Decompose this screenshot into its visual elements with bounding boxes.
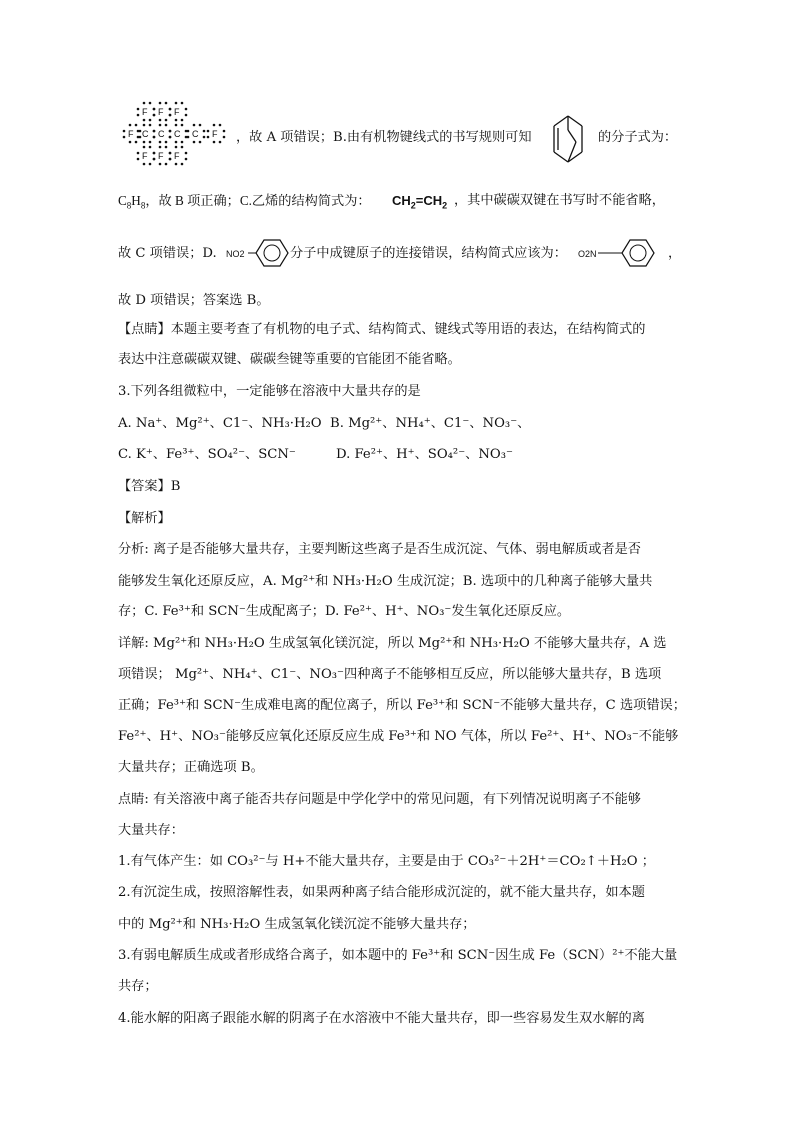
- electron-dot: [159, 119, 162, 122]
- ethylene-formula: $CH_2=CH_2$: [392, 193, 448, 211]
- electron-dot: [143, 102, 146, 105]
- analysis-label: 【解析】: [118, 511, 171, 526]
- electron-dot: [137, 136, 140, 139]
- electron-dot: [165, 124, 168, 127]
- electron-dot: [219, 124, 222, 127]
- text-line-16: 项错误； Mg²⁺、NH₄⁺、C1⁻、NO₃⁻四种离子不能够相互反应，所以能够大量共存，B 选项: [118, 667, 662, 682]
- electron-dot: [199, 141, 202, 144]
- electron-dot: [135, 141, 138, 144]
- fluorine-atom-label: F: [158, 107, 164, 117]
- text-line-13: 能够发生氧化还原反应，A. Mg²⁺和 NH₃·H₂O 生成沉淀；B. 选项中的几种离子能够大量共: [118, 574, 653, 589]
- fluorine-atom-label: F: [142, 107, 148, 117]
- electron-dot: [153, 114, 156, 117]
- electron-dot: [149, 119, 152, 122]
- electron-dot: [185, 152, 188, 155]
- electron-dot: [169, 158, 172, 161]
- carbon-atom-label: C: [174, 129, 181, 139]
- electron-dot: [159, 163, 162, 166]
- electron-dot: [169, 152, 172, 155]
- electron-dot: [181, 146, 184, 149]
- text-line-1b: 的分子式为：: [598, 130, 678, 145]
- text-line-2a-rest: ，故 B 项正确；C.乙烯的结构简式为：: [145, 193, 371, 208]
- wrong-group-label: NO2: [226, 249, 245, 259]
- text-line-3a: 故 C 项错误；D.: [118, 246, 217, 261]
- electron-dot-formula-figure: [120, 100, 230, 168]
- nitrobenzene-wrong-structure-figure: [226, 236, 292, 270]
- electron-dot: [181, 102, 184, 105]
- electron-dot: [143, 163, 146, 166]
- electron-dot: [149, 163, 152, 166]
- electron-dot: [181, 163, 184, 166]
- electron-dot: [187, 136, 190, 139]
- electron-dot: [193, 141, 196, 144]
- electron-dot: [153, 130, 156, 133]
- electron-dot: [223, 130, 226, 133]
- electron-dot: [137, 152, 140, 155]
- electron-dot: [149, 141, 152, 144]
- electron-dot: [219, 141, 222, 144]
- electron-dot: [159, 102, 162, 105]
- electron-dot: [165, 163, 168, 166]
- electron-dot: [193, 124, 196, 127]
- electron-dot: [153, 152, 156, 155]
- electron-dot: [203, 136, 206, 139]
- electron-dot: [175, 119, 178, 122]
- electron-dot: [169, 130, 172, 133]
- text-line-27: 4.能水解的阳离子跟能水解的阴离子在水溶液中不能大量共存，即一些容易发生双水解的离: [118, 1011, 645, 1026]
- carbon-atom-label: C: [142, 129, 149, 139]
- carbon-atom-label: C: [158, 129, 165, 139]
- electron-dot: [137, 130, 140, 133]
- electron-dot: [137, 158, 140, 161]
- electron-dot: [165, 119, 168, 122]
- electron-dot: [137, 108, 140, 111]
- electron-dot: [153, 158, 156, 161]
- electron-dot: [207, 130, 210, 133]
- electron-dot: [143, 141, 146, 144]
- fluorine-atom-label: F: [212, 129, 218, 139]
- right-group-label: O2N: [578, 249, 597, 259]
- text-line-2b: ，其中碳碳双键在书写时不能省略，: [454, 193, 665, 208]
- nitrobenzene-correct-structure-figure: [578, 236, 664, 270]
- electron-dot: [223, 136, 226, 139]
- electron-dot: [153, 136, 156, 139]
- electron-dot: [165, 141, 168, 144]
- text-line-23: 2.有沉淀生成，按照溶解性表，如果两种离子结合能形成沉淀的，就不能大量共存，如本题: [118, 885, 645, 900]
- electron-dot: [175, 146, 178, 149]
- electron-dot: [175, 102, 178, 105]
- electron-dot: [185, 108, 188, 111]
- electron-dot: [213, 141, 216, 144]
- text-line-4: 故 D 项错误；答案选 B。: [118, 293, 270, 308]
- text-line-15: 详解: Mg²⁺和 NH₃·H₂O 生成氢氧化镁沉淀，所以 Mg²⁺和 NH₃·H₂O 不能够大量共存，A 选: [118, 636, 667, 651]
- option-a: A. Na⁺、Mg²⁺、C1⁻、NH₃·H₂O: [118, 416, 322, 431]
- electron-dot: [159, 124, 162, 127]
- electron-dot: [207, 136, 210, 139]
- electron-dot: [143, 146, 146, 149]
- fluorine-atom-label: F: [174, 107, 180, 117]
- text-line-12: 分析: 离子是否能够大量共存，主要判断这些离子是否生成沉淀、气体、弱电解质或者是否: [118, 542, 641, 557]
- text-line-14: 存；C. Fe³⁺和 SCN⁻生成配离子；D. Fe²⁺、H⁺、NO₃⁻发生氧化还原反应。: [118, 604, 571, 619]
- electron-dot: [129, 141, 132, 144]
- option-c: C. K⁺、Fe³⁺、SO₄²⁻、SCN⁻: [118, 447, 296, 462]
- electron-dot: [123, 130, 126, 133]
- electron-dot: [137, 114, 140, 117]
- electron-dot: [153, 108, 156, 111]
- electron-dot: [203, 130, 206, 133]
- carbon-atom-label: C: [192, 129, 199, 139]
- text-line-20: 点睛: 有关溶液中离子能否共存问题是中学化学中的常见问题，有下列情况说明离子不能够: [118, 792, 641, 807]
- electron-dot: [187, 130, 190, 133]
- electron-dot: [143, 119, 146, 122]
- electron-dot: [135, 124, 138, 127]
- text-line-22: 1.有气体产生：如 CO₃²⁻与 H+不能大量共存，主要是由于 CO₃²⁻＋2H⁺＝CO₂↑＋H₂O ；: [118, 854, 655, 869]
- text-line-25: 3.有弱电解质生成或者形成络合离子，如本题中的 Fe³⁺和 SCN⁻因生成 Fe（SCN）²⁺不能大量: [118, 948, 678, 963]
- option-b: B. Mg²⁺、NH₄⁺、C1⁻、NO₃⁻、: [330, 416, 531, 431]
- fluorine-atom-label: F: [142, 151, 148, 161]
- electron-dot: [181, 119, 184, 122]
- text-line-18: Fe²⁺、H⁺、NO₃⁻能够反应氧化还原反应生成 Fe³⁺和 NO 气体，所以 Fe²⁺、H⁺、NO₃⁻不能够: [118, 729, 679, 744]
- electron-dot: [185, 158, 188, 161]
- bicyclic-skeletal-structure-figure: [548, 112, 594, 166]
- text-line-26: 共存；: [118, 979, 158, 994]
- electron-dot: [165, 102, 168, 105]
- electron-dot: [185, 114, 188, 117]
- text-line-3c: ，: [668, 246, 682, 261]
- text-line-21: 大量共存：: [118, 823, 184, 838]
- text-line-2a: $C_8H_8$，故 B 项正确；C.乙烯的结构简式为：: [118, 193, 371, 211]
- text-line-19: 大量共存；正确选项 B。: [118, 760, 264, 775]
- text-line-6: 表达中注意碳碳双键、碳碳叁键等重要的官能团不能省略。: [118, 352, 461, 367]
- fluorine-atom-label: F: [174, 151, 180, 161]
- fluorine-atom-label: F: [128, 129, 134, 139]
- electron-dot: [199, 124, 202, 127]
- electron-dot: [143, 124, 146, 127]
- electron-dot: [169, 114, 172, 117]
- electron-dot: [175, 163, 178, 166]
- electron-dot: [181, 141, 184, 144]
- electron-dot: [169, 136, 172, 139]
- electron-dot: [159, 141, 162, 144]
- answer-label: 【答案】B: [118, 479, 181, 494]
- electron-dot: [123, 136, 126, 139]
- electron-dot: [175, 124, 178, 127]
- electron-dot: [149, 124, 152, 127]
- text-line-1a: ，故 A 项错误；B.由有机物键线式的书写规则可知: [236, 130, 532, 145]
- electron-dot: [181, 124, 184, 127]
- electron-dot: [149, 146, 152, 149]
- option-d: D. Fe²⁺、H⁺、SO₄²⁻、NO₃⁻: [336, 447, 513, 462]
- electron-dot: [213, 124, 216, 127]
- electron-dot: [149, 102, 152, 105]
- electron-dot: [169, 108, 172, 111]
- text-line-17: 正确；Fe³⁺和 SCN⁻生成难电离的配位离子，所以 Fe³⁺和 SCN⁻不能够大量共存，C 选项错误；: [118, 698, 686, 713]
- electron-dot: [165, 146, 168, 149]
- text-line-3b: 分子中成键原子的连接错误，结构简式应该为：: [290, 246, 567, 261]
- text-line-24: 中的 Mg²⁺和 NH₃·H₂O 生成氢氧化镁沉淀不能够大量共存；: [118, 917, 476, 932]
- text-line-5: 【点睛】本题主要考查了有机物的电子式、结构简式、键线式等用语的表达，在结构简式的: [118, 322, 646, 337]
- text-line-7: 3.下列各组微粒中，一定能够在溶液中大量共存的是: [118, 384, 421, 399]
- electron-dot: [159, 146, 162, 149]
- electron-dot: [175, 141, 178, 144]
- fluorine-atom-label: F: [158, 151, 164, 161]
- electron-dot: [129, 124, 132, 127]
